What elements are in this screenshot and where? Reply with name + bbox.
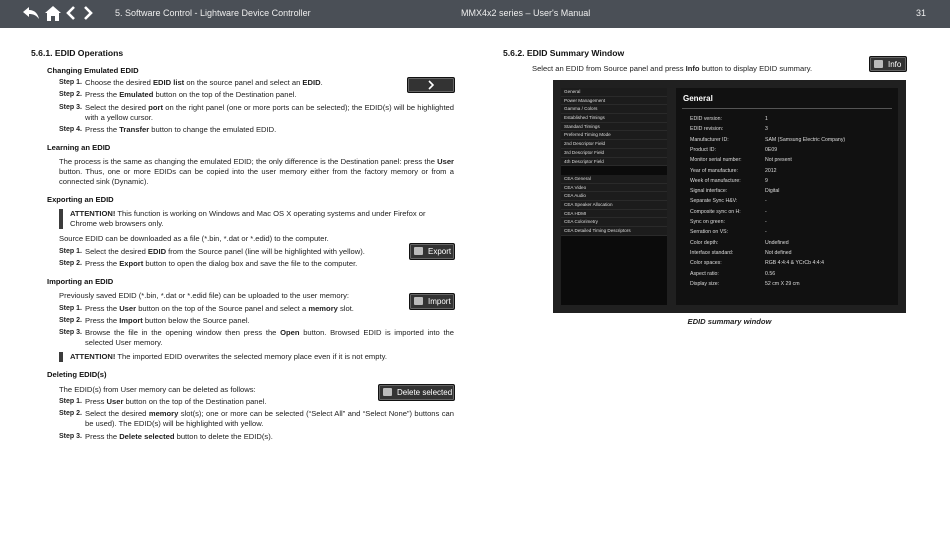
import-icon bbox=[414, 297, 423, 305]
export-step-2: Step 2. Press the Export button to open the dialog box and save the file to the computer. bbox=[59, 259, 358, 268]
import-attention: ATTENTION! The imported EDID overwrites the selected memory place even if it is not empty. bbox=[59, 352, 454, 362]
edid-field-value: 9 bbox=[765, 177, 768, 184]
next-icon[interactable] bbox=[82, 5, 94, 26]
export-icon bbox=[414, 247, 423, 255]
edid-field-label: Composite sync on H: bbox=[690, 208, 741, 215]
delete-step-3: Step 3. Press the Delete selected button to delete the EDID(s). bbox=[59, 432, 273, 441]
edid-field-label: Sync on green: bbox=[690, 219, 725, 225]
edid-list-item[interactable]: CEA HDMI bbox=[561, 210, 667, 219]
delete-selected-button[interactable]: Delete selected bbox=[378, 384, 455, 401]
edid-field-value: Undefined bbox=[765, 239, 789, 246]
info-icon bbox=[874, 60, 883, 68]
edid-field-label: Aspect ratio: bbox=[690, 270, 719, 277]
export-intro: Source EDID can be downloaded as a file (*.bin, *.dat or *.edid) to the computer. bbox=[59, 234, 329, 243]
edid-field-value: 2012 bbox=[765, 167, 777, 174]
edid-list-item[interactable]: CEA Detailed Timing Descriptors bbox=[561, 227, 667, 236]
edid-field-label: Year of manufacture: bbox=[690, 167, 738, 174]
edid-field-value: - bbox=[765, 219, 767, 225]
edid-list-item[interactable]: CEA Colorimetry bbox=[561, 218, 667, 227]
previous-icon[interactable] bbox=[65, 5, 77, 26]
edid-field-value: - bbox=[765, 208, 767, 215]
edid-list-item[interactable]: Established Timings bbox=[561, 114, 667, 123]
edid-list-item[interactable]: CEA General bbox=[561, 175, 667, 184]
heading-changing: Changing Emulated EDID bbox=[47, 66, 139, 75]
back-icon[interactable] bbox=[22, 5, 40, 26]
edid-field-label: Color depth: bbox=[690, 239, 719, 246]
edid-list-item[interactable]: Power Management bbox=[561, 97, 667, 106]
page-number: 31 bbox=[916, 8, 927, 18]
edid-list-item[interactable]: General bbox=[561, 88, 667, 97]
edid-list-item bbox=[561, 166, 667, 175]
changing-step-2: Step 2. Press the Emulated button on the top of the Destination panel. bbox=[59, 90, 297, 99]
edid-summary-window bbox=[553, 80, 906, 313]
import-step-2: Step 2. Press the Import button below the Source panel. bbox=[59, 316, 250, 325]
edid-field-label: Display size: bbox=[690, 280, 720, 287]
edid-field-value: RGB 4:4:4 & YCrCb 4:4:4 bbox=[765, 260, 825, 267]
edid-field-value: 1 bbox=[765, 116, 768, 122]
home-icon[interactable] bbox=[44, 5, 62, 27]
edid-list-item[interactable]: Standard Timings bbox=[561, 123, 667, 132]
edid-field-label: EDID revision: bbox=[690, 126, 724, 133]
edid-field-label: Week of manufacture: bbox=[690, 177, 741, 184]
edid-panel-divider bbox=[682, 108, 892, 109]
heading-learning: Learning an EDID bbox=[47, 143, 111, 152]
delete-step-1: Step 1. Press User button on the top of the Destination panel. bbox=[59, 397, 267, 406]
import-intro: Previously saved EDID (*.bin, *.dat or *.edid file) can be uploaded to the user memory: bbox=[59, 291, 349, 300]
changing-step-3: Step 3. Select the desired port on the right panel (one or more ports can be selected); the EDID(s) will be highlighted with a yellow cursor. bbox=[59, 103, 454, 122]
header-title: 5. Software Control - Lightware Device Controller bbox=[115, 8, 311, 18]
edid-field-value: 3 bbox=[765, 126, 768, 133]
edid-list-item[interactable]: 2nd Descriptor Field bbox=[561, 140, 667, 149]
edid-list-item[interactable]: 4th Descriptor Field bbox=[561, 158, 667, 167]
info-button[interactable]: Info bbox=[869, 56, 907, 72]
import-step-3: Step 3. Browse the file in the opening window then press the Open button. Browsed EDID is imported into the selected User memory. bbox=[59, 328, 454, 347]
edid-field-value: SAM (Samsung Electric Company) bbox=[765, 136, 846, 143]
edid-category-list[interactable] bbox=[561, 88, 667, 305]
export-attention: ATTENTION! This function is working on Windows and Mac OS X operating systems and under Firefox or Chrome web browsers only. bbox=[59, 209, 454, 229]
edid-field-value: Digital bbox=[765, 188, 780, 195]
section-title-edid-operations: 5.6.1. EDID Operations bbox=[31, 48, 124, 58]
edid-field-value: - bbox=[765, 229, 767, 236]
top-bar bbox=[0, 0, 950, 28]
delete-icon bbox=[383, 388, 392, 396]
delete-step-2: Step 2. Select the desired memory slot(s); one or more can be selected (“Select All” and “Select None”) buttons can be used). The EDID(s) will be highlighted with yellow. bbox=[59, 409, 454, 428]
edid-field-label: Separate Sync H&V: bbox=[690, 198, 738, 205]
heading-exporting: Exporting an EDID bbox=[47, 195, 114, 204]
edid-field-value: Not present bbox=[765, 157, 792, 164]
edid-list-item[interactable]: CEA Video bbox=[561, 184, 667, 193]
edid-field-value: 0.56 bbox=[765, 270, 776, 277]
changing-step-4: Step 4. Press the Transfer button to change the emulated EDID. bbox=[59, 125, 277, 134]
export-step-1: Step 1. Select the desired EDID from the Source panel (line will be highlighted with yellow). bbox=[59, 247, 365, 256]
header-manual: MMX4x2 series – User's Manual bbox=[461, 8, 591, 18]
edid-list-item[interactable]: CEA Audio bbox=[561, 192, 667, 201]
edid-field-value: - bbox=[765, 198, 767, 205]
edid-field-value: 0E09 bbox=[765, 146, 778, 153]
edid-field-value: Not defined bbox=[765, 249, 792, 256]
section-title-edid-summary: 5.6.2. EDID Summary Window bbox=[503, 48, 625, 58]
heading-deleting: Deleting EDID(s) bbox=[47, 370, 107, 379]
summary-intro: Select an EDID from Source panel and press Info button to display EDID summary. bbox=[532, 64, 813, 73]
edid-list-item[interactable]: CEA Speaker Allocation bbox=[561, 201, 667, 210]
changing-step-1: Step 1. Choose the desired EDID list on the source panel and select an EDID. bbox=[59, 78, 323, 87]
delete-intro: The EDID(s) from User memory can be deleted as follows: bbox=[59, 385, 256, 394]
edid-field-label: Serration on VS: bbox=[690, 229, 729, 236]
import-step-1: Step 1. Press the User button on the top of the Source panel and select a memory slot. bbox=[59, 304, 354, 313]
edid-field-label: Signal interface: bbox=[690, 188, 728, 195]
edid-field-label: Monitor serial number: bbox=[690, 157, 742, 164]
chevron-right-icon bbox=[426, 80, 436, 90]
edid-field-label: Product ID: bbox=[690, 146, 716, 153]
edid-list-item[interactable]: 3rd Descriptor Field bbox=[561, 149, 667, 158]
edid-list-item[interactable]: Gamma / Colors bbox=[561, 105, 667, 114]
edid-field-value: 52 cm X 29 cm bbox=[765, 280, 800, 287]
edid-panel-title: General bbox=[683, 94, 713, 103]
figure-caption: EDID summary window bbox=[687, 317, 772, 326]
export-button[interactable]: Export bbox=[409, 243, 455, 260]
import-button[interactable]: Import bbox=[409, 293, 455, 310]
edid-field-label: Interface standard: bbox=[690, 249, 734, 256]
edid-general-panel bbox=[676, 88, 898, 305]
learning-text: The process is the same as changing the emulated EDID; the only difference is the Destination panel: press the User button. Thus, one or more EDIDs can be copied into the user memory either from the factory memory or from a connected sink (Dynamic). bbox=[59, 157, 454, 186]
edid-field-label: Color spaces: bbox=[690, 260, 722, 267]
edid-field-label: Manufacturer ID: bbox=[690, 136, 729, 143]
heading-importing: Importing an EDID bbox=[47, 277, 114, 286]
edid-field-label: EDID version: bbox=[690, 116, 722, 122]
edid-list-item[interactable]: Preferred Timing Mode bbox=[561, 131, 667, 140]
